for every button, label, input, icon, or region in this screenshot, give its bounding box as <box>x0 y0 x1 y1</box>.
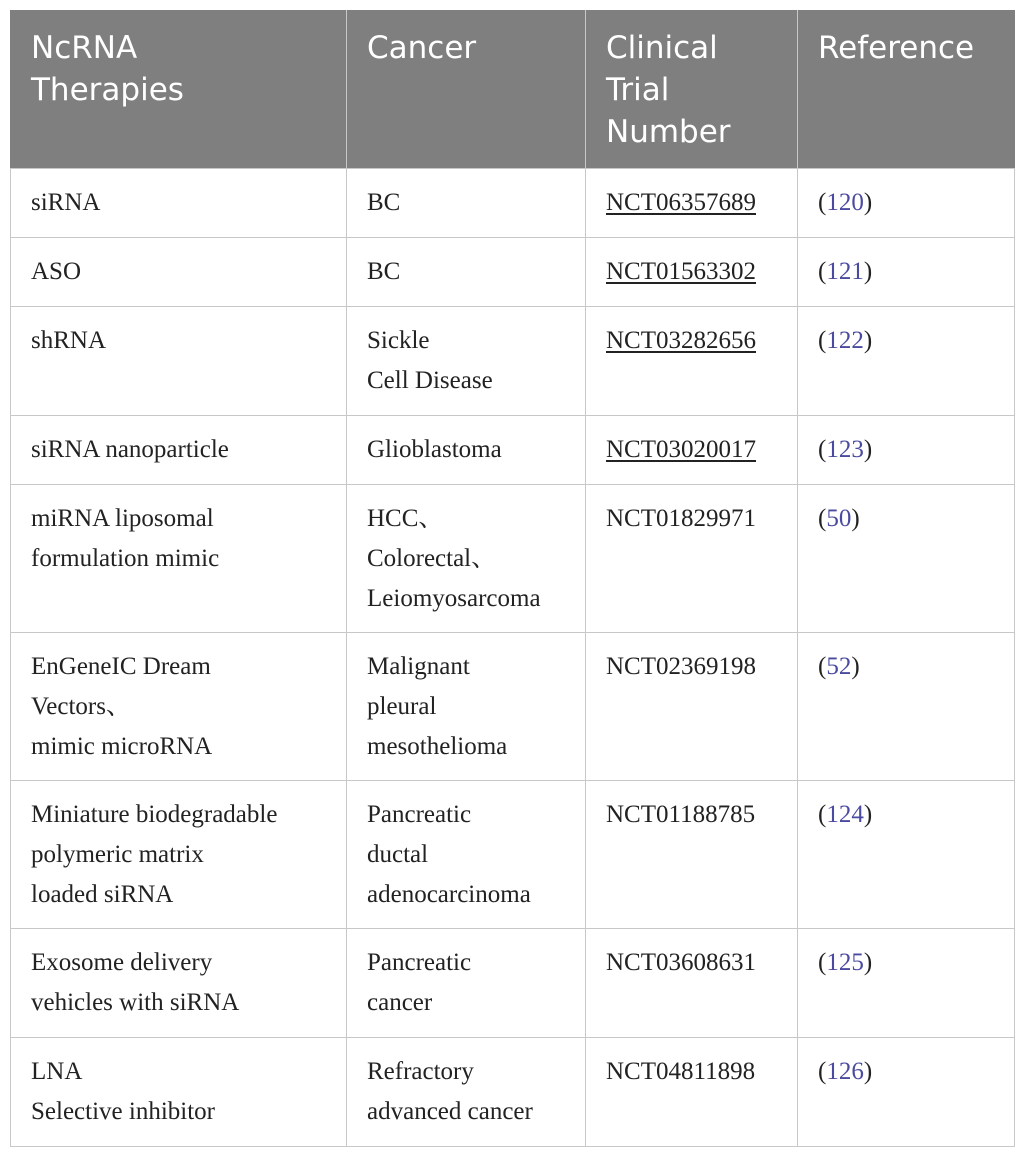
open-paren: ( <box>818 1057 827 1085</box>
therapy-cell: Exosome delivery vehicles with siRNA <box>11 928 347 1037</box>
table-row <box>11 306 1015 415</box>
reference-cell <box>798 780 1015 928</box>
ncrna-therapies-table <box>10 10 1015 1147</box>
cancer-cell: BC <box>347 168 586 237</box>
header-row <box>11 10 1015 168</box>
clinical-trial-link[interactable]: NCT03020017 <box>606 435 756 463</box>
clinical-trial-link[interactable]: NCT01563302 <box>606 257 756 285</box>
table-row <box>11 237 1015 306</box>
header-reference: Reference <box>798 10 1015 168</box>
therapy-cell: LNA Selective inhibitor <box>11 1037 347 1146</box>
clinical-trial-cell <box>586 928 798 1037</box>
cancer-cell: Glioblastoma <box>347 415 586 484</box>
reference-cell <box>798 928 1015 1037</box>
reference-link[interactable]: 52 <box>826 652 852 680</box>
table-row <box>11 1037 1015 1146</box>
cancer-cell: Pancreatic ductal adenocarcinoma <box>347 780 586 928</box>
reference-cell <box>798 1037 1015 1146</box>
table-row <box>11 168 1015 237</box>
clinical-trial-cell <box>586 415 798 484</box>
table-row <box>11 928 1015 1037</box>
therapy-cell: miRNA liposomal formulation mimic <box>11 484 347 632</box>
reference-link[interactable]: 121 <box>826 257 864 285</box>
clinical-trial-cell <box>586 237 798 306</box>
clinical-trial-cell <box>586 1037 798 1146</box>
close-paren: ) <box>863 800 873 828</box>
cancer-cell: HCC、 Colorectal、 Leiomyosarcoma <box>347 484 586 632</box>
therapy-cell: shRNA <box>11 306 347 415</box>
reference-link[interactable]: 50 <box>826 504 852 532</box>
therapy-cell: siRNA <box>11 168 347 237</box>
therapy-cell: siRNA nanoparticle <box>11 415 347 484</box>
reference-cell <box>798 306 1015 415</box>
close-paren: ) <box>863 435 873 463</box>
close-paren: ) <box>863 1057 873 1085</box>
clinical-trial-number: NCT02369198 <box>606 652 756 680</box>
clinical-trial-cell <box>586 168 798 237</box>
close-paren: ) <box>863 326 873 354</box>
clinical-trial-number: NCT04811898 <box>606 1057 756 1085</box>
table-body <box>11 168 1015 1146</box>
clinical-trial-cell <box>586 780 798 928</box>
open-paren: ( <box>818 948 827 976</box>
close-paren: ) <box>851 504 860 532</box>
reference-link[interactable]: 125 <box>826 948 864 976</box>
clinical-trial-cell <box>586 484 798 632</box>
close-paren: ) <box>863 257 873 285</box>
clinical-trial-cell <box>586 306 798 415</box>
table-row <box>11 780 1015 928</box>
therapy-cell: ASO <box>11 237 347 306</box>
reference-link[interactable]: 124 <box>826 800 864 828</box>
clinical-trial-number: NCT01829971 <box>606 504 756 532</box>
cancer-cell: Pancreatic cancer <box>347 928 586 1037</box>
clinical-trial-number: NCT01188785 <box>606 800 756 828</box>
reference-cell <box>798 484 1015 632</box>
open-paren: ( <box>818 435 827 463</box>
table-row <box>11 484 1015 632</box>
reference-link[interactable]: 122 <box>826 326 864 354</box>
open-paren: ( <box>818 257 827 285</box>
table-header <box>11 10 1015 168</box>
cancer-cell: Sickle Cell Disease <box>347 306 586 415</box>
reference-cell <box>798 632 1015 780</box>
open-paren: ( <box>818 504 827 532</box>
header-ncrna-therapies: NcRNA Therapies <box>11 10 347 168</box>
reference-link[interactable]: 126 <box>826 1057 864 1085</box>
open-paren: ( <box>818 326 827 354</box>
table-row <box>11 415 1015 484</box>
clinical-trial-link[interactable]: NCT03282656 <box>606 326 756 354</box>
cancer-cell: BC <box>347 237 586 306</box>
clinical-trial-link[interactable]: NCT06357689 <box>606 188 756 216</box>
reference-cell <box>798 168 1015 237</box>
cancer-cell: Malignant pleural mesothelioma <box>347 632 586 780</box>
therapy-cell: Miniature biodegradable polymeric matrix loaded siRNA <box>11 780 347 928</box>
reference-cell <box>798 237 1015 306</box>
reference-link[interactable]: 120 <box>826 188 864 216</box>
open-paren: ( <box>818 800 827 828</box>
close-paren: ) <box>851 652 860 680</box>
clinical-trial-number: NCT03608631 <box>606 948 756 976</box>
clinical-trial-cell <box>586 632 798 780</box>
reference-cell <box>798 415 1015 484</box>
reference-link[interactable]: 123 <box>826 435 864 463</box>
close-paren: ) <box>863 948 873 976</box>
header-clinical-trial-number: Clinical Trial Number <box>586 10 798 168</box>
therapy-cell: EnGeneIC Dream Vectors、 mimic microRNA <box>11 632 347 780</box>
open-paren: ( <box>818 652 827 680</box>
close-paren: ) <box>863 188 873 216</box>
open-paren: ( <box>818 188 827 216</box>
header-cancer: Cancer <box>347 10 586 168</box>
cancer-cell: Refractory advanced cancer <box>347 1037 586 1146</box>
table-row <box>11 632 1015 780</box>
